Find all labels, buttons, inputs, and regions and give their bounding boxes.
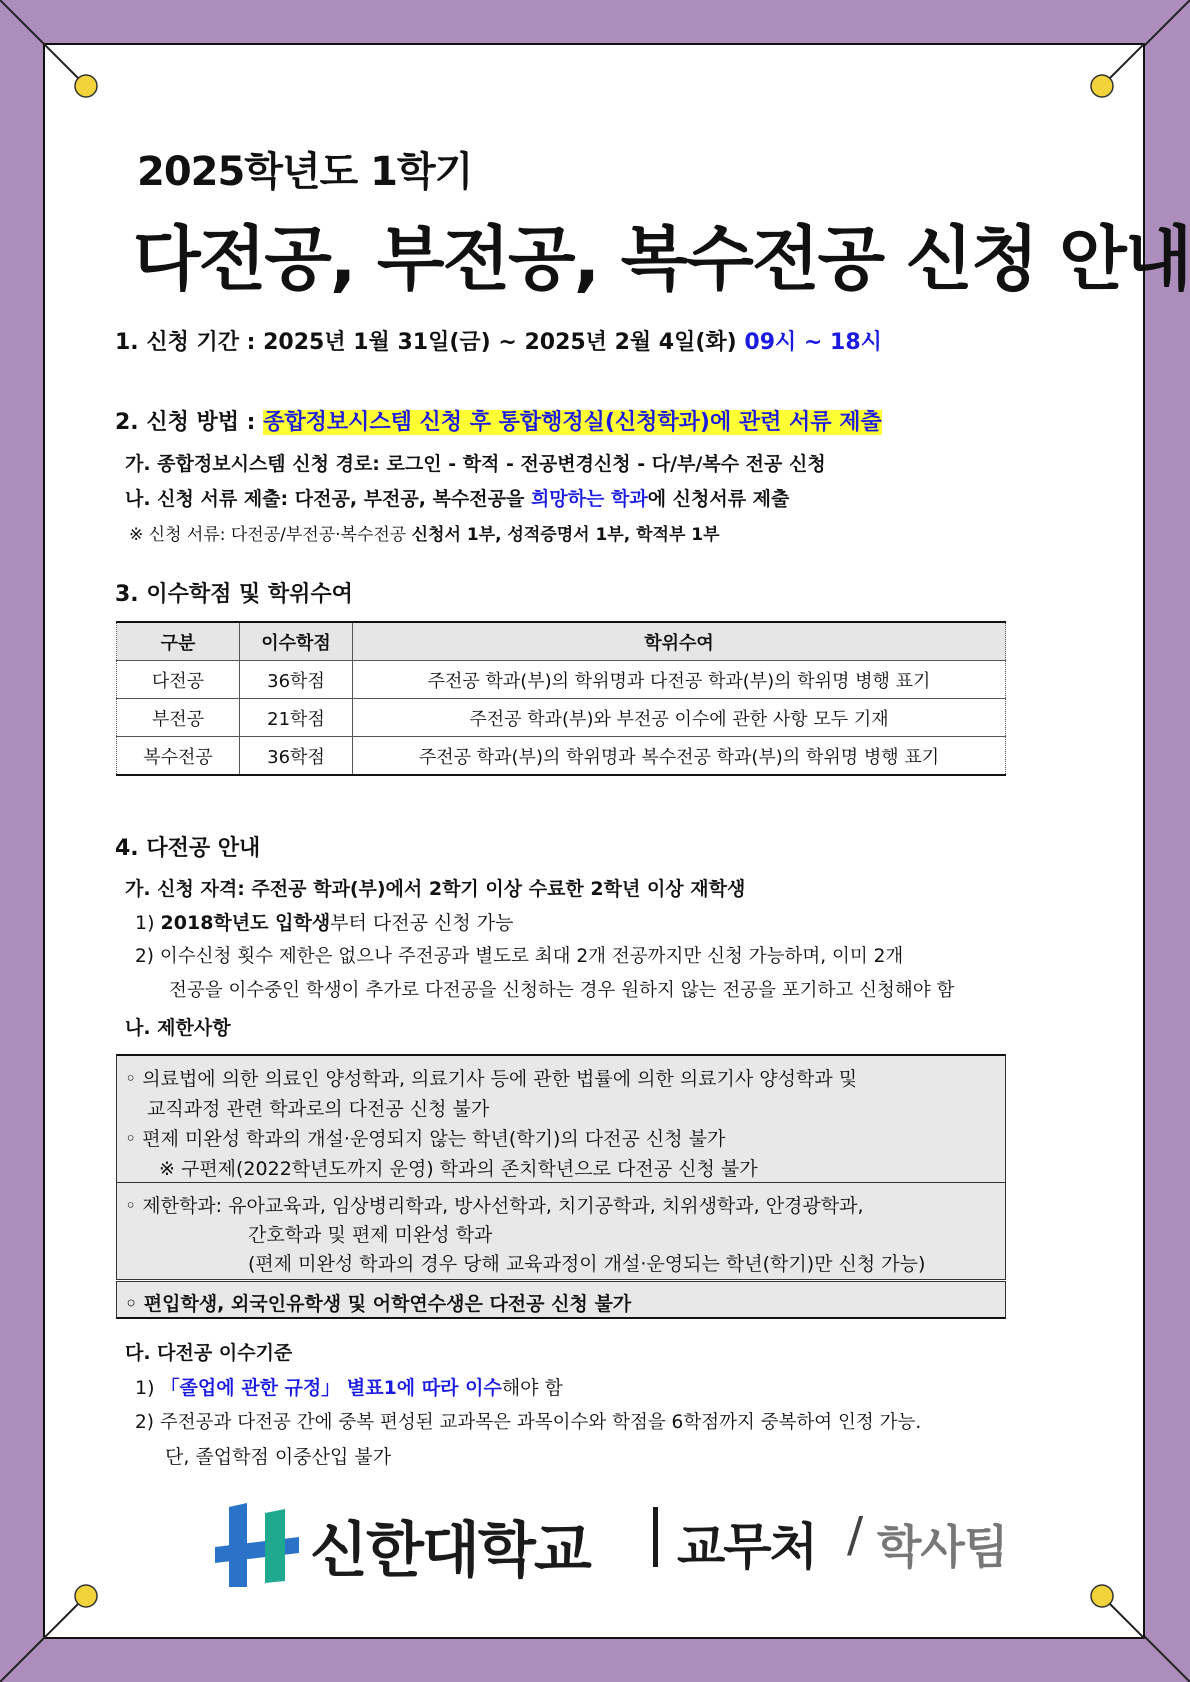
page-subtitle: 2025학년도 1학기 [137, 149, 473, 195]
section-credits-degree: 3. 이수학점 및 학위수여 [115, 582, 353, 607]
table-row [117, 661, 1006, 699]
section-application-method: 2. 신청 방법 : 종합정보시스템 신청 후 통합행정실(신청학과)에 관련 서류 제출 [115, 410, 882, 435]
eligibility-item-2: 2) 이수신청 횟수 제한은 없으나 주전공과 별도로 최대 2개 전공까지만 신청 가능하며, 이미 2개 [135, 946, 904, 967]
time-range: 09시 ~ 18시 [744, 330, 882, 355]
table-cell: 다전공 [117, 661, 240, 699]
logo-slash: / [847, 1507, 864, 1563]
eligibility-item-1: 1) 2018학년도 입학생부터 다전공 신청 가능 [135, 912, 514, 934]
pin-icon [75, 1585, 97, 1607]
table-header-row [117, 622, 1006, 661]
table-cell: 주전공 학과(부)의 학위명과 다전공 학과(부)의 학위명 병행 표기 [353, 661, 1006, 699]
team-name: 학사팀 [877, 1520, 1008, 1574]
table-row [117, 737, 1006, 776]
logo-divider [653, 1507, 658, 1567]
table-cell: 주전공 학과(부)의 학위명과 복수전공 학과(부)의 학위명 병행 표기 [353, 737, 1006, 776]
method-documents: 나. 신청 서류 제출: 다전공, 부전공, 복수전공을 희망하는 학과에 신청서류 제출 [125, 488, 790, 510]
table-cell: 주전공 학과(부)와 부전공 이수에 관한 사항 모두 기재 [353, 699, 1006, 737]
criteria-item-2: 2) 주전공과 다전공 간에 중복 편성된 교과목은 과목이수와 학점을 6학점까지 중복하여 인정 가능. [135, 1412, 922, 1433]
column-header: 이수학점 [240, 622, 353, 661]
department-name: 교무처 [677, 1518, 816, 1576]
table-cell: 복수전공 [117, 737, 240, 776]
restrictions-box-1: ◦ 의료법에 의한 의료인 양성학과, 의료기사 등에 관한 법률에 의한 의료기사 양성학과 및 교직과정 관련 학과로의 다전공 신청 불가 ◦ 편제 미완성 학과의 개설·운영되지 않는 학년(학기)의 다전공 신청 불가 ※ 구편제(2022학년도까지 운영) 학과의 존치학년으로 다전공 신청 불가 [116, 1054, 1006, 1183]
completion-criteria-heading: 다. 다전공 이수기준 [125, 1342, 293, 1364]
notice-paper [43, 43, 1190, 1639]
restrictions-box-3: ◦ 편입학생, 외국인유학생 및 어학연수생은 다전공 신청 불가 [116, 1281, 1006, 1319]
column-header: 학위수여 [353, 622, 1006, 661]
table-cell: 36학점 [240, 737, 353, 776]
eligibility: 가. 신청 자격: 주전공 학과(부)에서 2학기 이상 수료한 2학년 이상 재학생 [125, 878, 746, 900]
pin-icon [1091, 1585, 1113, 1607]
table-cell: 21학점 [240, 699, 353, 737]
column-header: 구분 [117, 622, 240, 661]
pin-icon [1091, 75, 1113, 97]
section-application-period: 1. 신청 기간 : 2025년 1월 31일(금) ~ 2025년 2월 4일(화) 09시 ~ 18시 [115, 330, 882, 355]
pin-icon [75, 75, 97, 97]
university-name: 신한대학교 [310, 1516, 590, 1586]
method-highlight: 종합정보시스템 신청 후 통합행정실(신청학과)에 관련 서류 제출 [263, 410, 882, 435]
section-multi-major: 4. 다전공 안내 [115, 836, 261, 861]
restrictions-box-2: ◦ 제한학과: 유아교육과, 임상병리학과, 방사선학과, 치기공학과, 치위생학과, 안경광학과, 간호학과 및 편제 미완성 학과 (편제 미완성 학과의 경우 당해 교육과정이 개설·운영되는 학년(학기)만 신청 가능) [116, 1182, 1006, 1280]
eligibility-item-2-cont: 전공을 이수중인 학생이 추가로 다전공을 신청하는 경우 원하지 않는 전공을 포기하고 신청해야 함 [169, 980, 955, 1001]
method-route: 가. 종합정보시스템 신청 경로: 로그인 - 학적 - 전공변경신청 - 다/부/복수 전공 신청 [125, 453, 826, 475]
table-cell: 36학점 [240, 661, 353, 699]
documents-note: ※ 신청 서류: 다전공/부전공·복수전공 신청서 1부, 성적증명서 1부, 학적부 1부 [129, 525, 720, 545]
table-row [117, 699, 1006, 737]
restrictions-heading: 나. 제한사항 [125, 1017, 231, 1039]
table-cell: 부전공 [117, 699, 240, 737]
page-title: 다전공, 부전공, 복수전공 신청 안내 [133, 218, 1190, 300]
credits-table [116, 621, 1006, 776]
criteria-item-1: 1) 「졸업에 관한 규정」 별표1에 따라 이수해야 함 [135, 1377, 563, 1399]
shinhan-h-logo-icon [215, 1503, 299, 1587]
criteria-item-2-cont: 단, 졸업학점 이중산입 불가 [165, 1446, 392, 1468]
